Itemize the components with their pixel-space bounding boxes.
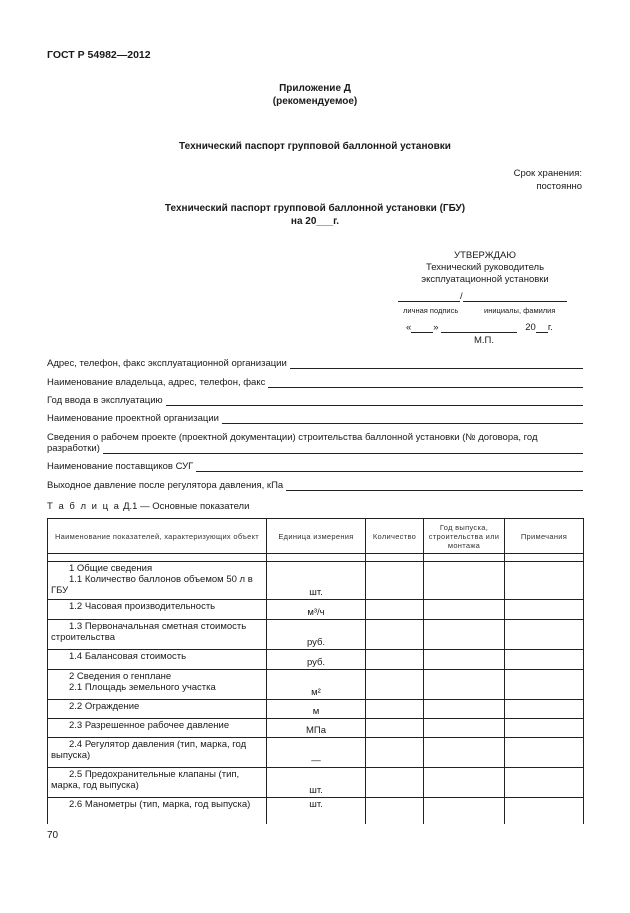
initials-caption: инициалы, фамилия: [484, 306, 556, 315]
unit-cell: шт.: [267, 562, 366, 600]
indicator-cell: 2.5 Предохранительные клапаны (тип, марка, год выпуска): [48, 768, 267, 798]
table-row: [48, 798, 584, 824]
unit-cell: —: [267, 738, 366, 768]
field-operator-address: [47, 358, 583, 369]
table-caption: [47, 501, 249, 512]
quantity-cell[interactable]: [366, 650, 424, 670]
quantity-cell[interactable]: [366, 620, 424, 650]
table-caption-prefix: Т а б л и ц а: [47, 501, 121, 512]
table-row: [48, 600, 584, 620]
year-prefix: 20: [525, 322, 536, 333]
quantity-cell[interactable]: [366, 562, 424, 600]
initials-blank[interactable]: [463, 291, 567, 302]
field-label: Выходное давление после регулятора давления, кПа: [47, 480, 284, 491]
unit-cell: м³/ч: [267, 600, 366, 620]
table-row: [48, 719, 584, 738]
month-blank[interactable]: [441, 322, 517, 333]
approval-word: УТВЕРЖДАЮ: [454, 250, 516, 261]
notes-cell[interactable]: [505, 562, 584, 600]
header-notes: Примечания: [505, 519, 584, 554]
stamp-place: М.П.: [474, 335, 495, 346]
table-row: [48, 700, 584, 719]
quantity-cell[interactable]: [366, 670, 424, 700]
table-caption-text: Д.1 — Основные показатели: [120, 501, 250, 512]
field-project-line2: [47, 443, 583, 454]
date-quote-close: »: [433, 322, 439, 333]
notes-cell[interactable]: [505, 620, 584, 650]
field-lpg-suppliers: [47, 461, 583, 472]
year-cell[interactable]: [424, 670, 505, 700]
field-design-org: [47, 413, 583, 424]
year-blank[interactable]: [536, 322, 548, 333]
indicator-cell: 1.2 Часовая производительность: [48, 600, 267, 620]
passport-heading: [0, 202, 630, 228]
year-cell[interactable]: [424, 700, 505, 719]
storage-term-value: постоянно: [536, 181, 582, 192]
header-indicator: Наименование показателей, характеризующих объект: [48, 519, 267, 554]
indicator-label: 2.1 Площадь земельного участка: [69, 682, 216, 693]
date-quote-open: «: [406, 322, 412, 333]
year-suffix: г.: [547, 322, 553, 333]
field-label: Наименование проектной организации: [47, 413, 219, 424]
unit-cell: МПа: [267, 719, 366, 738]
field-owner: [47, 377, 583, 388]
table-row: [48, 738, 584, 768]
approval-block: [395, 250, 575, 286]
quantity-cell[interactable]: [366, 719, 424, 738]
table-row: [48, 620, 584, 650]
notes-cell[interactable]: [505, 600, 584, 620]
indicator-cell: 2.2 Ограждение: [48, 700, 267, 719]
field-project-line1: Сведения о рабочем проекте (проектной документации) строительства баллонной установки (№ договора, год: [47, 432, 538, 443]
passport-title: Технический паспорт групповой баллонной установки (ГБУ): [164, 203, 466, 214]
year-cell[interactable]: [424, 600, 505, 620]
field-commissioning-year: [47, 395, 583, 406]
quantity-cell[interactable]: [366, 798, 424, 824]
year-cell[interactable]: [424, 562, 505, 600]
approval-role-line2: эксплуатационной установки: [421, 274, 549, 285]
notes-cell[interactable]: [505, 738, 584, 768]
table-header-row: [48, 519, 584, 554]
year-cell[interactable]: [424, 738, 505, 768]
unit-cell: руб.: [267, 650, 366, 670]
field-blank[interactable]: [268, 378, 583, 388]
signature-caption: личная подпись: [403, 306, 459, 315]
passport-year: на 20___г.: [290, 216, 340, 227]
unit-cell: шт.: [267, 768, 366, 798]
year-cell[interactable]: [424, 719, 505, 738]
signature-line: [398, 291, 578, 302]
appendix-title: Приложение Д: [279, 83, 351, 94]
table-row: [48, 562, 584, 600]
field-blank[interactable]: [103, 444, 583, 454]
signature-blank[interactable]: [398, 291, 460, 302]
unit-cell: м: [267, 700, 366, 719]
table-row: [48, 670, 584, 700]
header-unit: Единица измерения: [267, 519, 366, 554]
indicator-cell: 2.3 Разрешенное рабочее давление: [48, 719, 267, 738]
table-row: [48, 650, 584, 670]
quantity-cell[interactable]: [366, 768, 424, 798]
field-label: Год ввода в эксплуатацию: [47, 395, 163, 406]
year-cell[interactable]: [424, 798, 505, 824]
appendix-heading: [0, 82, 630, 108]
indicator-cell: 2.6 Манометры (тип, марка, год выпуска): [48, 798, 267, 824]
indicator-section: 1 Общие сведения: [69, 563, 153, 574]
quantity-cell[interactable]: [366, 600, 424, 620]
field-blank[interactable]: [286, 481, 583, 491]
indicator-cell: 1.4 Балансовая стоимость: [48, 650, 267, 670]
unit-cell: руб.: [267, 620, 366, 650]
field-outlet-pressure: [47, 480, 583, 491]
quantity-cell[interactable]: [366, 738, 424, 768]
indicator-label: 1.1 Количество баллонов объемом 50 л в ГБУ: [51, 574, 253, 596]
indicator-cell: [48, 562, 267, 600]
indicator-section: 2 Сведения о генплане: [69, 671, 172, 682]
year-cell[interactable]: [424, 650, 505, 670]
field-blank[interactable]: [290, 359, 583, 369]
notes-cell[interactable]: [505, 719, 584, 738]
field-blank[interactable]: [196, 462, 583, 472]
approval-role-line1: Технический руководитель: [425, 262, 545, 273]
standard-header: ГОСТ Р 54982—2012: [47, 49, 151, 61]
header-quantity: Количество: [366, 519, 424, 554]
storage-term: [514, 167, 582, 193]
field-label: разработки): [47, 443, 100, 454]
storage-term-label: Срок хранения:: [513, 168, 582, 179]
document-title: Технический паспорт групповой баллонной установки: [179, 141, 451, 152]
indicator-cell: 1.3 Первоначальная сметная стоимость строительства: [48, 620, 267, 650]
quantity-cell[interactable]: [366, 700, 424, 719]
page-number: 70: [47, 830, 59, 841]
notes-cell[interactable]: [505, 798, 584, 824]
year-cell[interactable]: [424, 768, 505, 798]
unit-cell: шт.: [267, 798, 366, 824]
year-cell[interactable]: [424, 620, 505, 650]
field-label: Наименование владельца, адрес, телефон, факс: [47, 377, 266, 388]
unit-cell: м²: [267, 670, 366, 700]
field-blank[interactable]: [222, 414, 583, 424]
table-spacer-row: [48, 554, 584, 562]
day-blank[interactable]: [411, 322, 433, 333]
indicator-cell: 2.4 Регулятор давления (тип, марка, год выпуска): [48, 738, 267, 768]
field-label: Адрес, телефон, факс эксплуатационной организации: [47, 358, 287, 369]
field-blank[interactable]: [166, 396, 583, 406]
main-indicators-table: [47, 518, 584, 824]
appendix-subtitle: (рекомендуемое): [272, 96, 358, 107]
table-row: [48, 768, 584, 798]
notes-cell[interactable]: [505, 768, 584, 798]
indicator-cell: [48, 670, 267, 700]
notes-cell[interactable]: [505, 700, 584, 719]
notes-cell[interactable]: [505, 650, 584, 670]
header-year: Год выпуска, строительства или монтажа: [424, 519, 505, 554]
approval-date-line: [406, 322, 581, 333]
field-label: Наименование поставщиков СУГ: [47, 461, 194, 472]
notes-cell[interactable]: [505, 670, 584, 700]
signature-separator: /: [460, 291, 463, 302]
